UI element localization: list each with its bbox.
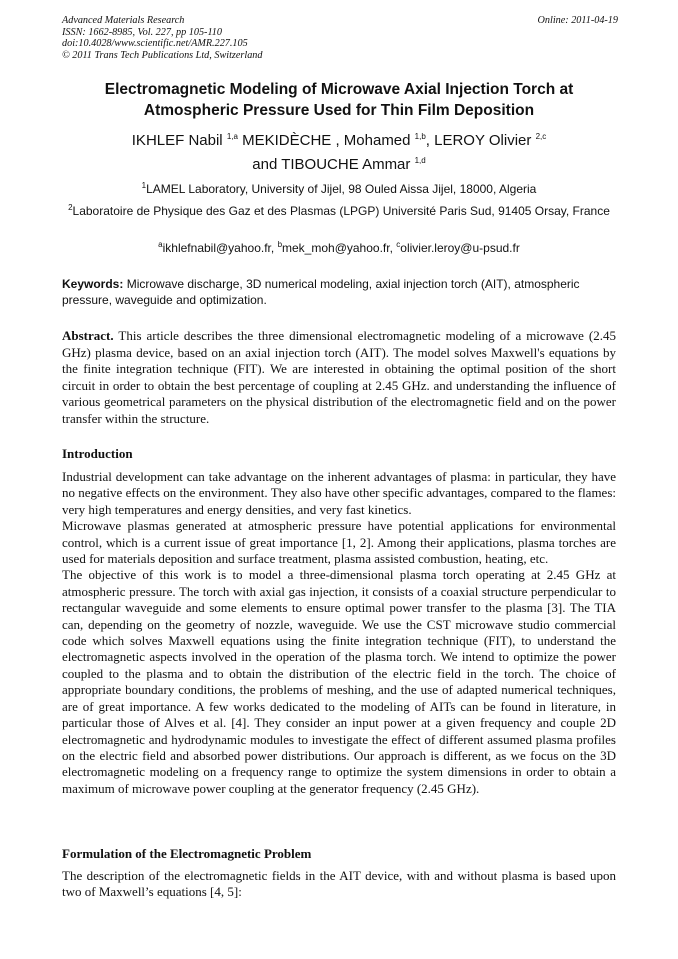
email-address[interactable]: mek_moh@yahoo.fr, xyxy=(282,241,393,255)
paragraph: Industrial development can take advantage on the inherent advantages of plasma: in particular, they have no negative effects on the environment. They also have other specific advantages, compared to the flames: very high temperatures and energy densities, and very fast kinetics. xyxy=(62,469,616,517)
formulation-heading: Formulation of the Electromagnetic Problem xyxy=(62,846,312,861)
journal-name: Advanced Materials Research xyxy=(62,15,185,26)
title-line-1: Electromagnetic Modeling of Microwave Axial Injection Torch at xyxy=(104,81,574,98)
keywords xyxy=(62,276,616,308)
paragraph: The description of the electromagnetic fields in the AIT device, with and without plasma is based upon two of Maxwell’s equations [4, 5]: xyxy=(62,868,616,900)
copyright-line: © 2011 Trans Tech Publications Ltd, Switzerland xyxy=(62,49,263,61)
affil-mark: 1 xyxy=(141,181,147,190)
email-mark: a xyxy=(158,240,163,249)
paper-title xyxy=(62,79,616,121)
author-affil-mark: 1,d xyxy=(414,156,426,165)
affiliation-2 xyxy=(62,203,616,219)
affiliation-1 xyxy=(62,181,616,197)
email-address[interactable]: ikhlefnabil@yahoo.fr, xyxy=(162,241,275,255)
email-address[interactable]: olivier.leroy@u-psud.fr xyxy=(400,241,520,255)
keywords-label: Keywords: xyxy=(62,277,124,291)
title-line-2: Atmospheric Pressure Used for Thin Film Deposition xyxy=(143,102,535,119)
affil-mark: 2 xyxy=(68,203,73,212)
email-mark: c xyxy=(396,240,401,249)
online-date: Online: 2011-04-19 xyxy=(537,15,618,26)
author-name: and TIBOUCHE Ammar xyxy=(252,156,411,173)
paragraph: The objective of this work is to model a three-dimensional plasma torch operating at 2.45 GHz at atmospheric pressure. The torch with axial gas injection, it consists of a coaxial structure perpendicular to rectangular waveguide and some elements to ensure optimal power transfer to the plasma [3]. The TIA can, depending on the geometry of nozzle, waveguide. We use the CST microwave studio commercial code which solves Maxwell equations using the finite integration technique (FIT), to understand the electromagnetic aspects involved in the operation of the plasma torch. We intend to optimize the power coupled to the plasma and to obtain the distribution of the electric field in the torch. The choice of appropriate boundary conditions, the problems of meshing, and the use of adapted numerical techniques, are of great importance. A few works dedicated to the modeling of AITs can be found in literature, in particular those of Alves et al. [4]. They consider an input power at a given frequency and couple 2D electromagnetic and hydrodynamic modules to investigate the effect of different assumed plasma profiles on the electric field and absorbed power distributions. Our approach is different, as we focus on the 3D electromagnetic modeling on a frequency range to optimize the system dimensions in order to obtain a maximum of microwave power coupling at the generator frequency (2.45 GHz). xyxy=(62,567,616,796)
abstract-label: Abstract. xyxy=(62,328,114,343)
author-affil-mark: 2,c xyxy=(535,132,547,141)
email-mark: b xyxy=(277,240,283,249)
author-name: IKHLEF Nabil xyxy=(131,132,223,149)
issn-line: ISSN: 1662-8985, Vol. 227, pp 105-110 xyxy=(62,26,222,38)
doi-line: doi:10.4028/www.scientific.net/AMR.227.105 xyxy=(62,38,248,50)
paragraph: Microwave plasmas generated at atmospheric pressure have potential applications for environmental control, which is a current issue of great importance [1, 2]. Among their applications, plasma torches are used for materials deposition and surface treatment, plasma assisted combustion, heating, etc. xyxy=(62,518,616,567)
formulation-body xyxy=(62,868,616,901)
affil-text: Laboratoire de Physique des Gaz et des Plasmas (LPGP) Université Paris Sud, 91405 Orsay, France xyxy=(72,204,610,218)
keywords-text: Microwave discharge, 3D numerical modeling, axial injection torch (AIT), atmospheric pressure, waveguide and optimization. xyxy=(62,277,580,307)
author-name: MEKIDÈCHE , Mohamed xyxy=(242,132,411,149)
abstract xyxy=(62,328,616,428)
author-name: , LEROY Olivier xyxy=(425,132,532,149)
email-line xyxy=(62,240,616,256)
author-affil-mark: 1,b xyxy=(414,132,426,141)
author-list xyxy=(62,129,616,177)
author-affil-mark: 1,a xyxy=(226,132,238,141)
introduction-heading: Introduction xyxy=(62,446,133,461)
author-line-1 xyxy=(62,129,616,153)
abstract-text: This article describes the three dimensional electromagnetic modeling of a microwave (2.45 GHz) plasma device, based on an axial injection torch (AIT). The model solves Maxwell's equations by the finite integration technique (FIT). We are interested in obtaining the optimal position of the short circuit in order to obtain the best percentage of coupling at 2.45 GHz. and understanding the influence of various geometrical parameters on the physical distribution of the electromagnetic field and on the power transfer within the structure. xyxy=(62,328,616,426)
introduction-body xyxy=(62,469,616,797)
author-line-2 xyxy=(62,153,616,177)
journal-header xyxy=(62,15,618,61)
affil-text: LAMEL Laboratory, University of Jijel, 98 Ouled Aissa Jijel, 18000, Algeria xyxy=(146,182,537,196)
